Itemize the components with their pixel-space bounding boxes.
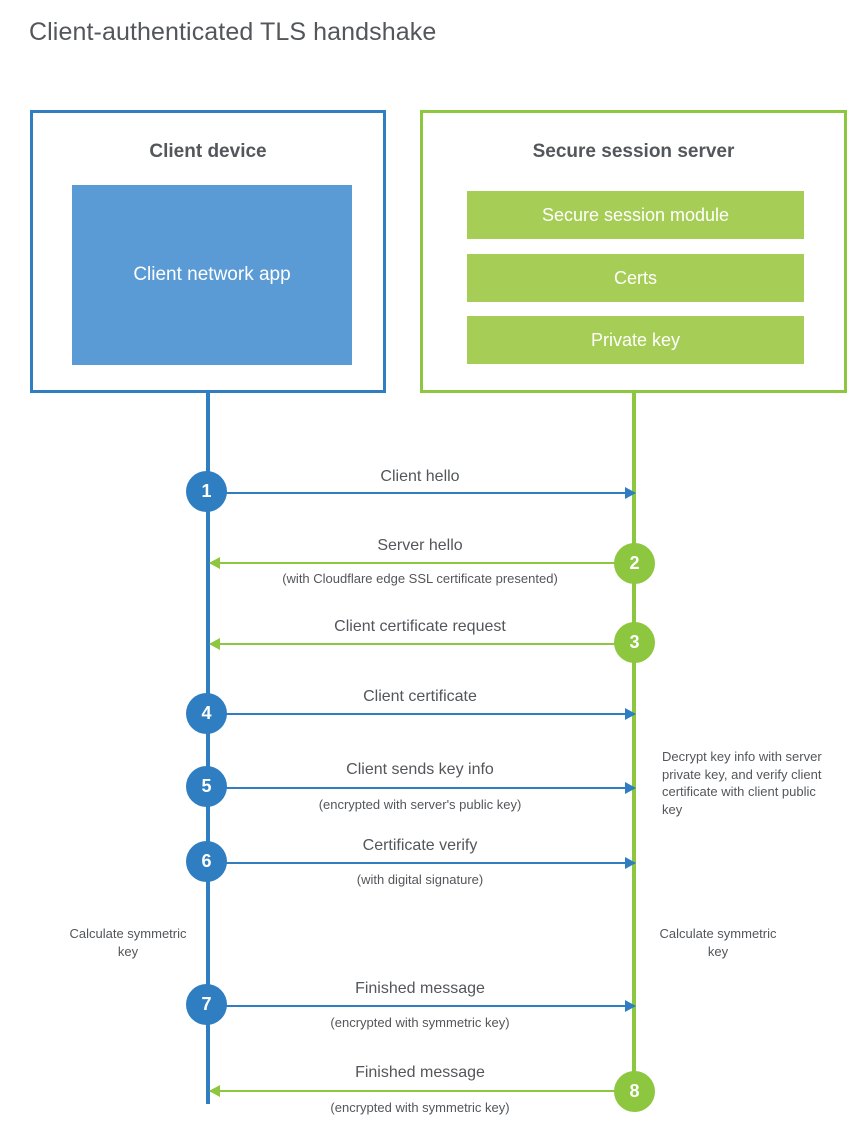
arrow-head-icon xyxy=(625,857,636,869)
step-sublabel-6: (with digital signature) xyxy=(356,872,484,887)
note-server-decrypt: Decrypt key info with server private key, and verify client certificate with client public key xyxy=(662,749,822,817)
step-label-8: Finished message xyxy=(355,1064,485,1081)
arrow-head-icon xyxy=(625,487,636,499)
arrow-step-7 xyxy=(210,1005,635,1007)
step-circle-4: 4 xyxy=(186,693,227,734)
step-label-2: Server hello xyxy=(377,537,463,554)
note-server-symmetric-key: Calculate symmetric key xyxy=(659,926,777,959)
arrow-head-icon xyxy=(625,1000,636,1012)
step-label-3: Client certificate request xyxy=(334,618,506,635)
step-sublabel-8: (encrypted with symmetric key) xyxy=(330,1100,510,1115)
step-circle-1: 1 xyxy=(186,471,227,512)
step-label-1: Client hello xyxy=(380,468,460,485)
step-circle-3: 3 xyxy=(614,622,655,663)
step-circle-7: 7 xyxy=(186,984,227,1025)
arrow-head-icon xyxy=(625,782,636,794)
step-sublabel-7: (encrypted with symmetric key) xyxy=(330,1015,510,1030)
arrow-head-icon xyxy=(209,638,220,650)
page-title: Client-authenticated TLS handshake xyxy=(29,18,437,46)
arrow-step-3 xyxy=(210,643,635,645)
arrow-step-6 xyxy=(210,862,635,864)
step-circle-5: 5 xyxy=(186,766,227,807)
step-label-4: Client certificate xyxy=(363,688,477,705)
arrow-step-1 xyxy=(210,492,635,494)
note-client-symmetric-key: Calculate symmetric key xyxy=(69,926,187,959)
client-network-app: Client network app xyxy=(72,185,352,365)
arrow-head-icon xyxy=(625,708,636,720)
client-device-title: Client device xyxy=(149,141,267,162)
arrow-head-icon xyxy=(209,557,220,569)
arrow-step-8 xyxy=(210,1090,635,1092)
step-label-6: Certificate verify xyxy=(362,837,478,854)
step-circle-2: 2 xyxy=(614,543,655,584)
step-label-7: Finished message xyxy=(355,980,485,997)
step-circle-8: 8 xyxy=(614,1071,655,1112)
step-sublabel-5: (encrypted with server's public key) xyxy=(318,797,522,812)
client-device-box xyxy=(30,110,386,393)
step-label-5: Client sends key info xyxy=(346,761,494,778)
step-circle-6: 6 xyxy=(186,841,227,882)
arrow-step-5 xyxy=(210,787,635,789)
arrow-head-icon xyxy=(209,1085,220,1097)
server-chip-private-key: Private key xyxy=(467,316,804,364)
arrow-step-4 xyxy=(210,713,635,715)
secure-session-server-box xyxy=(420,110,847,393)
secure-session-server-title: Secure session server xyxy=(532,141,735,162)
server-chip-secure-session-module: Secure session module xyxy=(467,191,804,239)
arrow-step-2 xyxy=(210,562,635,564)
step-sublabel-2: (with Cloudflare edge SSL certificate presented) xyxy=(282,571,558,586)
server-chip-certs: Certs xyxy=(467,254,804,302)
